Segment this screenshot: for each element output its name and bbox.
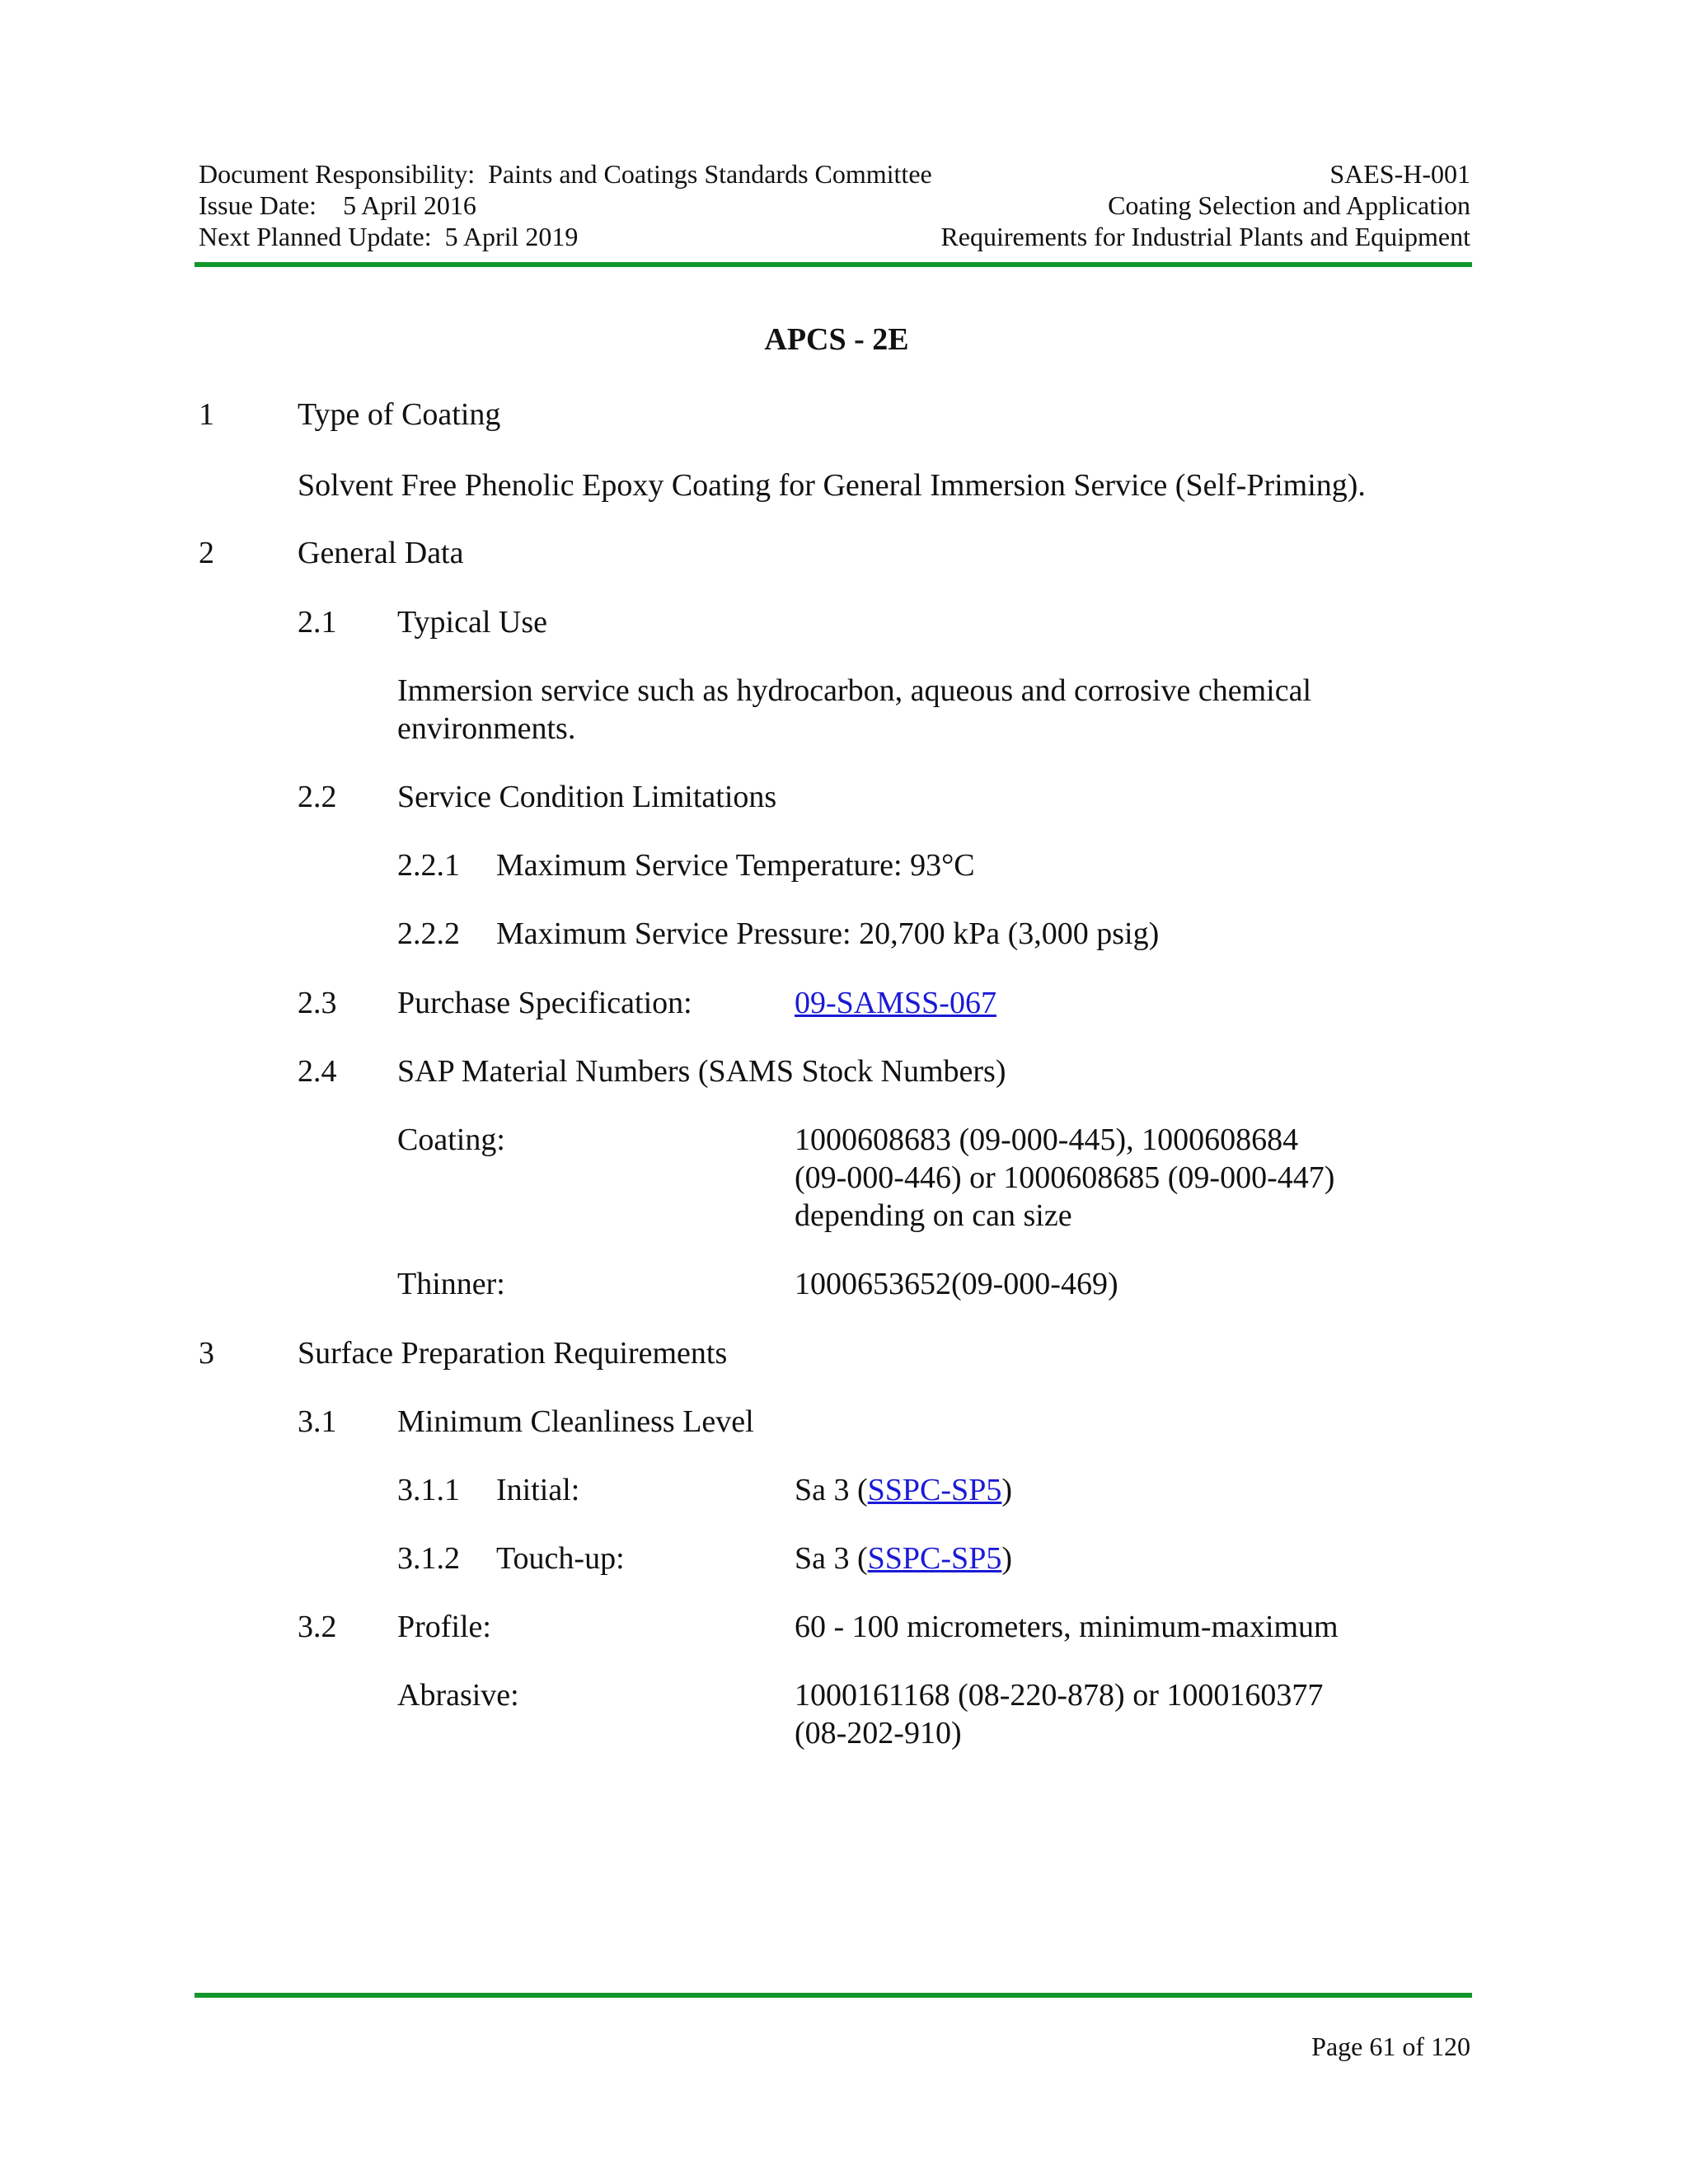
initial-label: Initial: bbox=[496, 1473, 580, 1507]
section-2-2-2-number: 2.2.2 bbox=[397, 916, 460, 951]
footer-rule bbox=[195, 1993, 1472, 1998]
touchup-label: Touch-up: bbox=[496, 1541, 625, 1576]
profile-value: 60 - 100 micrometers, minimum-maximum bbox=[795, 1610, 1339, 1644]
section-3-1-number: 3.1 bbox=[298, 1404, 337, 1439]
section-2-1-heading: Typical Use bbox=[397, 605, 548, 640]
touchup-suffix: ) bbox=[1001, 1541, 1012, 1576]
header-left bbox=[199, 158, 932, 252]
section-2-3-number: 2.3 bbox=[298, 986, 337, 1020]
section-2-number: 2 bbox=[199, 536, 214, 570]
purchase-spec-link[interactable]: 09-SAMSS-067 bbox=[795, 986, 996, 1020]
touchup-value bbox=[795, 1540, 1012, 1577]
section-1-number: 1 bbox=[199, 397, 214, 432]
coating-label: Coating: bbox=[397, 1122, 505, 1157]
page-title: APCS - 2E bbox=[764, 322, 909, 357]
doc-subject-1: Coating Selection and Application bbox=[1108, 190, 1470, 220]
abrasive-value-line-1: 1000161168 (08-220-878) or 1000160377 bbox=[795, 1678, 1324, 1713]
typical-use-line-1: Immersion service such as hydrocarbon, aqueous and corrosive chemical bbox=[397, 673, 1311, 708]
section-3-number: 3 bbox=[199, 1336, 214, 1371]
section-3-heading: Surface Preparation Requirements bbox=[298, 1336, 728, 1371]
doc-responsibility: Document Responsibility: Paints and Coatings Standards Committee bbox=[199, 159, 932, 189]
section-3-1-1-number: 3.1.1 bbox=[397, 1473, 460, 1507]
touchup-sspc-link[interactable]: SSPC-SP5 bbox=[867, 1541, 1002, 1576]
thinner-label: Thinner: bbox=[397, 1267, 505, 1301]
section-1-text: Solvent Free Phenolic Epoxy Coating for General Immersion Service (Self-Priming). bbox=[298, 468, 1366, 503]
section-2-2-1-number: 2.2.1 bbox=[397, 848, 460, 883]
next-update: Next Planned Update: 5 April 2019 bbox=[199, 222, 579, 251]
section-2-2-number: 2.2 bbox=[298, 780, 337, 814]
doc-subject-2: Requirements for Industrial Plants and Equipment bbox=[940, 222, 1470, 251]
touchup-prefix: Sa 3 ( bbox=[795, 1541, 868, 1576]
section-1-heading: Type of Coating bbox=[298, 397, 501, 432]
max-pressure: Maximum Service Pressure: 20,700 kPa (3,000 psig) bbox=[496, 916, 1160, 951]
coating-value-line-1: 1000608683 (09-000-445), 1000608684 bbox=[795, 1122, 1299, 1157]
section-2-4-number: 2.4 bbox=[298, 1054, 337, 1089]
section-2-1-number: 2.1 bbox=[298, 605, 337, 640]
section-2-4-heading: SAP Material Numbers (SAMS Stock Numbers) bbox=[397, 1054, 1006, 1089]
initial-prefix: Sa 3 ( bbox=[795, 1473, 868, 1507]
thinner-value: 1000653652(09-000-469) bbox=[795, 1267, 1118, 1301]
max-temperature: Maximum Service Temperature: 93°C bbox=[496, 848, 975, 883]
initial-sspc-link[interactable]: SSPC-SP5 bbox=[867, 1473, 1002, 1507]
page-number: Page 61 of 120 bbox=[1311, 2032, 1470, 2061]
section-3-1-heading: Minimum Cleanliness Level bbox=[397, 1404, 754, 1439]
abrasive-value-line-2: (08-202-910) bbox=[795, 1716, 962, 1750]
doc-number: SAES-H-001 bbox=[1329, 159, 1470, 189]
header-right bbox=[940, 158, 1470, 252]
initial-suffix: ) bbox=[1001, 1473, 1012, 1507]
initial-value bbox=[795, 1471, 1012, 1509]
profile-label: Profile: bbox=[397, 1610, 491, 1644]
section-3-1-2-number: 3.1.2 bbox=[397, 1541, 460, 1576]
section-2-heading: General Data bbox=[298, 536, 464, 570]
coating-value-line-2: (09-000-446) or 1000608685 (09-000-447) bbox=[795, 1160, 1335, 1195]
coating-value-line-3: depending on can size bbox=[795, 1198, 1072, 1233]
abrasive-label: Abrasive: bbox=[397, 1678, 519, 1713]
header-rule bbox=[195, 262, 1472, 267]
issue-date: Issue Date: 5 April 2016 bbox=[199, 190, 476, 220]
purchase-spec-label: Purchase Specification: bbox=[397, 986, 692, 1020]
typical-use-line-2: environments. bbox=[397, 711, 576, 746]
section-3-2-number: 3.2 bbox=[298, 1610, 337, 1644]
section-2-2-heading: Service Condition Limitations bbox=[397, 780, 777, 814]
